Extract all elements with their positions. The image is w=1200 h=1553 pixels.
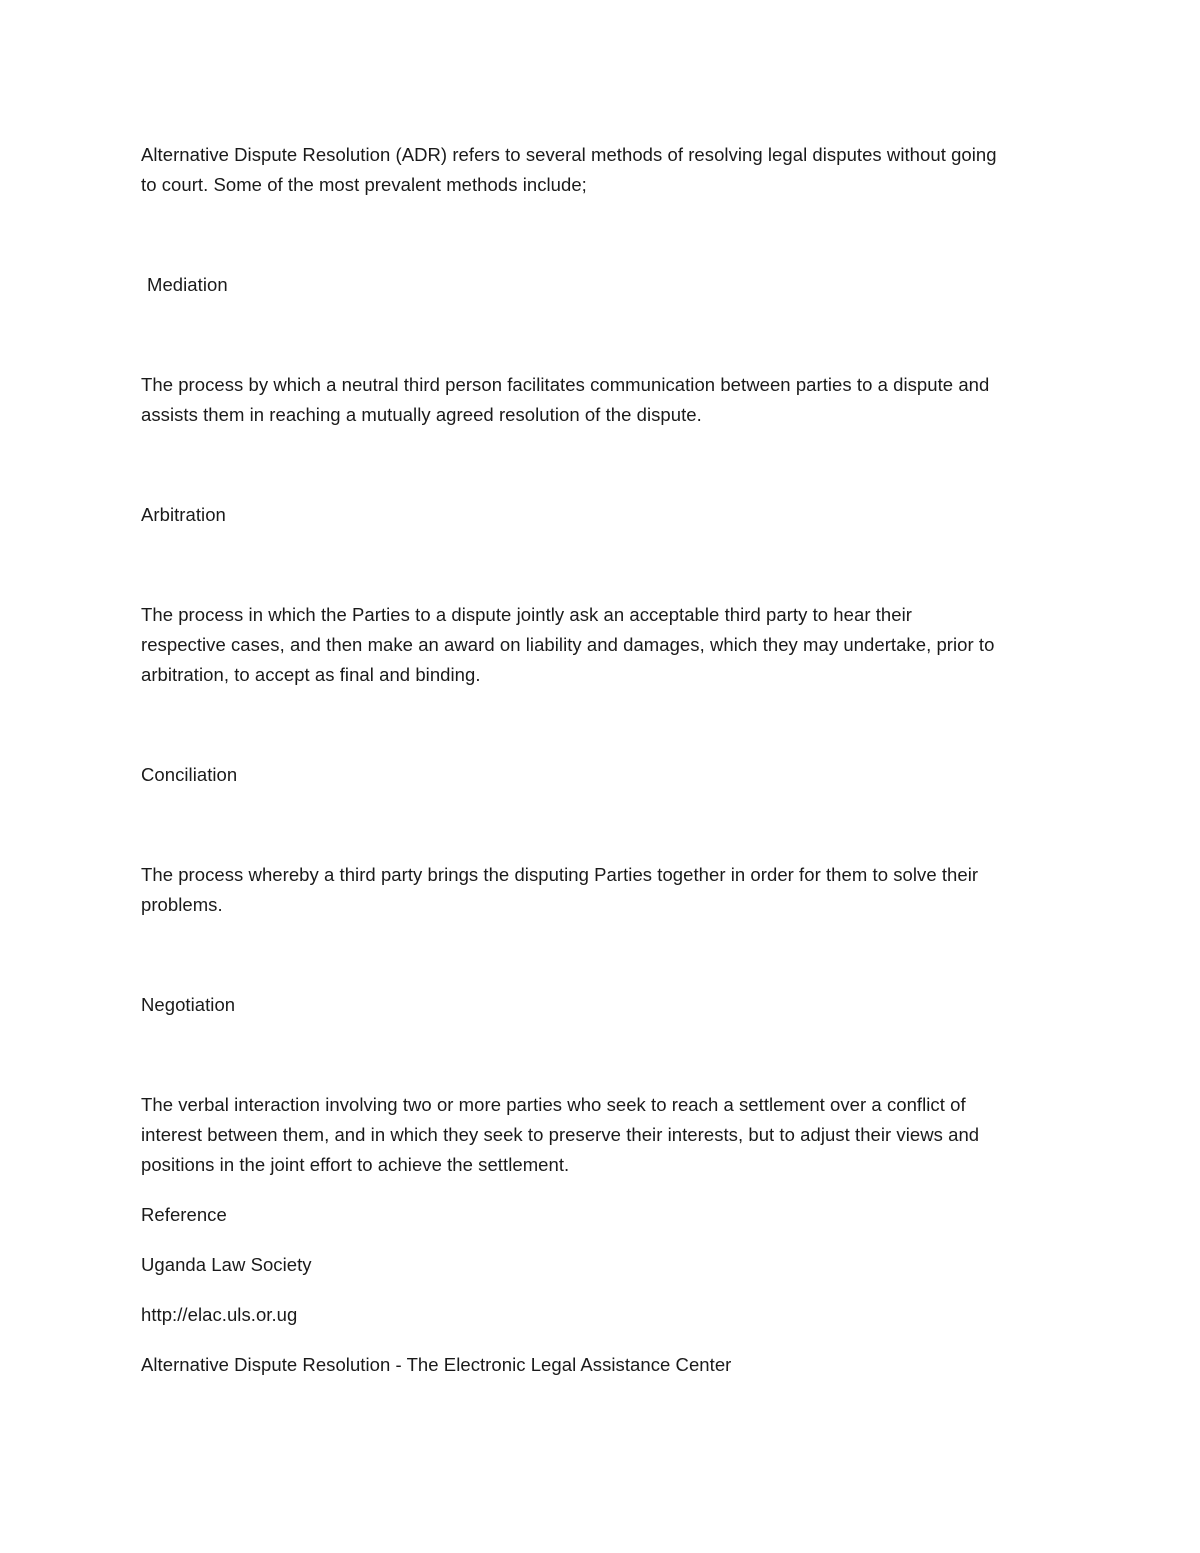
heading-arbitration: Arbitration (141, 504, 226, 525)
reference-url: http://elac.uls.or.ug (141, 1304, 298, 1325)
negotiation-line-2: interest between them, and in which they seek to preserve their interests, but to adjust their views and (141, 1124, 980, 1145)
arbitration-line-2: respective cases, and then make an award on liability and damages, which they may undertake, prior to (141, 634, 995, 655)
intro-line-1: Alternative Dispute Resolution (ADR) refers to several methods of resolving legal disputes without going (141, 144, 997, 165)
negotiation-line-1: The verbal interaction involving two or more parties who seek to reach a settlement over a conflict of (141, 1094, 966, 1115)
arbitration-line-1: The process in which the Parties to a dispute jointly ask an acceptable third party to hear their (141, 604, 912, 625)
arbitration-line-3: arbitration, to accept as final and binding. (141, 664, 481, 685)
conciliation-line-1: The process whereby a third party brings the disputing Parties together in order for them to solve their (141, 864, 979, 885)
negotiation-line-3: positions in the joint effort to achieve the settlement. (141, 1154, 570, 1175)
conciliation-line-2: problems. (141, 894, 223, 915)
heading-conciliation: Conciliation (141, 764, 238, 785)
heading-mediation: Mediation (147, 274, 228, 295)
intro-line-2: to court. Some of the most prevalent methods include; (141, 174, 587, 195)
reference-organization: Uganda Law Society (141, 1254, 312, 1275)
reference-label: Reference (141, 1204, 227, 1225)
mediation-line-1: The process by which a neutral third person facilitates communication between parties to a dispute and (141, 374, 990, 395)
heading-negotiation: Negotiation (141, 994, 236, 1015)
mediation-line-2: assists them in reaching a mutually agreed resolution of the dispute. (141, 404, 702, 425)
reference-title: Alternative Dispute Resolution - The Electronic Legal Assistance Center (141, 1354, 732, 1375)
